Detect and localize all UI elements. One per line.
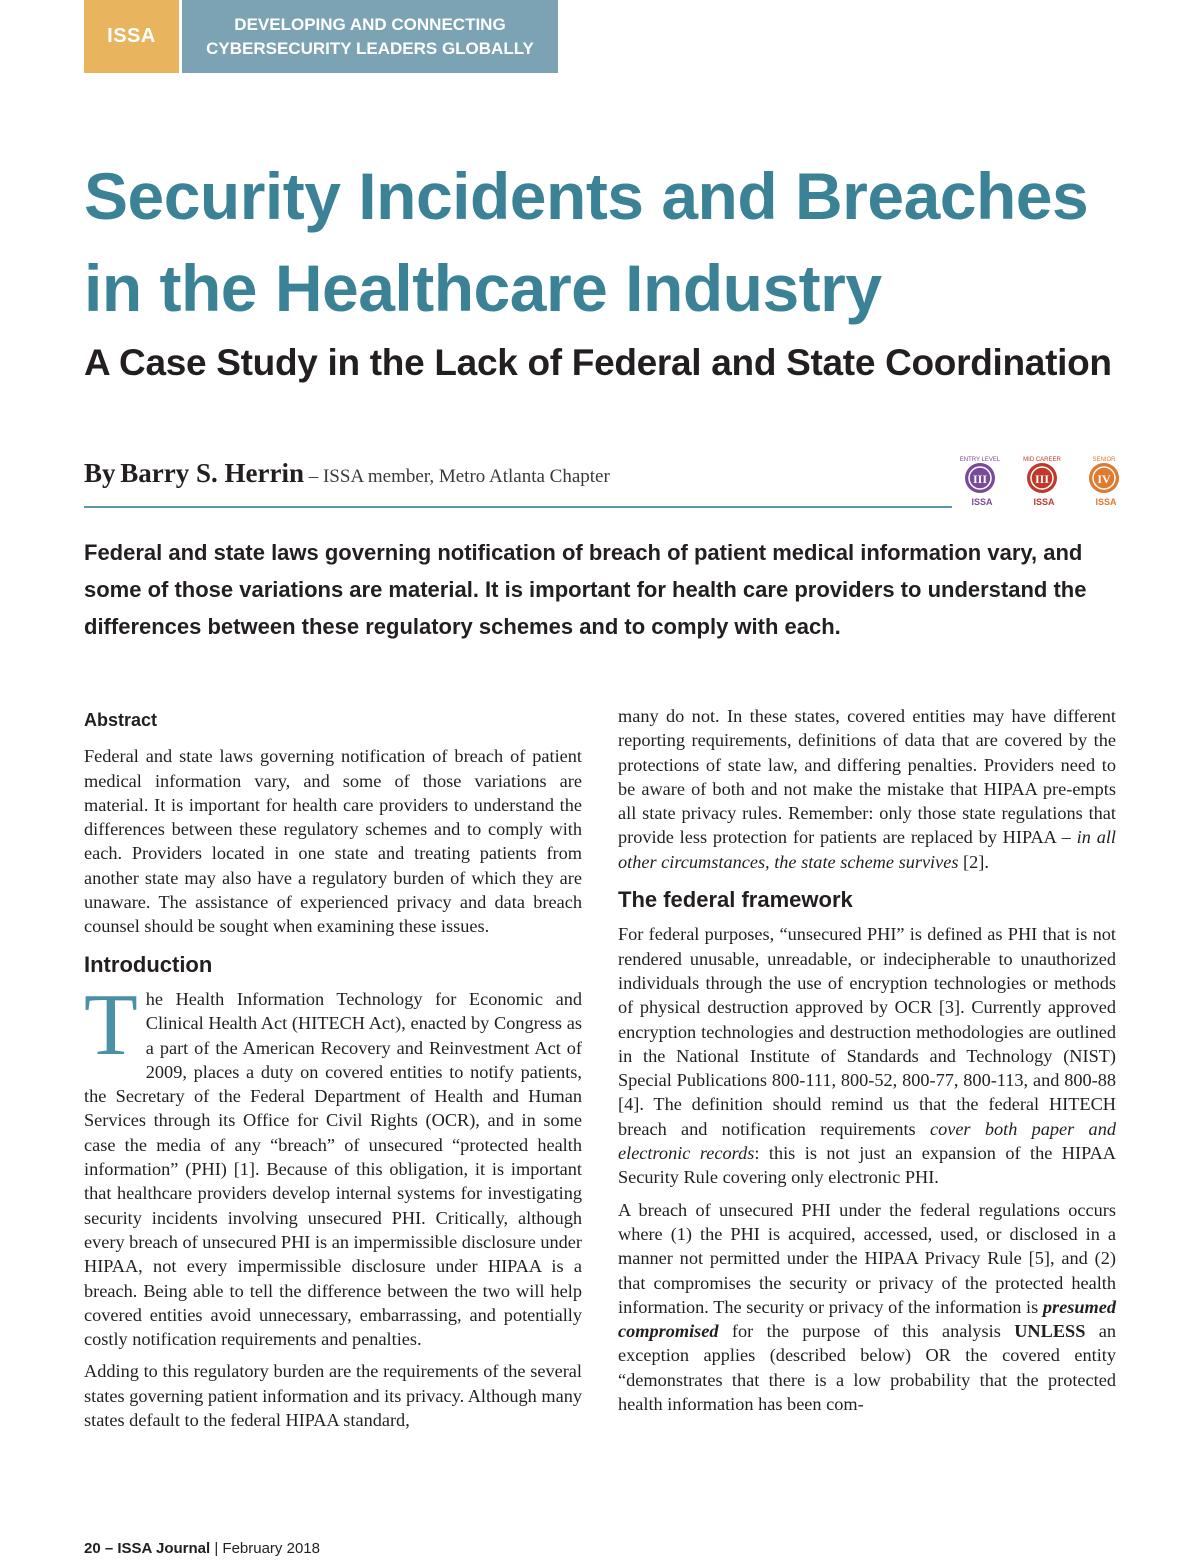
issa-label-text: ISSA <box>107 25 156 47</box>
entry-level-badge-icon <box>952 454 1008 510</box>
career-level-badges <box>952 454 1132 510</box>
author-affiliation: – ISSA member, Metro Atlanta Chapter <box>303 466 610 487</box>
entry-level-arc-text: ENTRY LEVEL <box>959 457 1001 463</box>
article-title <box>84 150 1144 334</box>
title-line-2: in the Healthcare Industry <box>84 251 882 325</box>
footer-page-ref: 20 – ISSA Journal <box>84 1540 211 1557</box>
footer-date: February 2018 <box>222 1540 320 1557</box>
entry-level-numeral: III <box>972 472 988 486</box>
senior-arc-text: SENIOR <box>1092 457 1116 463</box>
senior-badge-icon <box>1076 454 1132 510</box>
mid-career-numeral: III <box>1034 472 1050 486</box>
breach-definition-paragraph <box>618 1198 1116 1417</box>
right-column <box>618 704 1116 1424</box>
byline-prefix: By <box>84 458 116 488</box>
senior-numeral: IV <box>1097 472 1111 486</box>
dropcap: T <box>84 976 138 1074</box>
unless-emphasis: UNLESS <box>1014 1321 1086 1342</box>
unsecured-phi-tail: : this is not just an expansion of the HIPAA Security Rule covering only electronic PHI. <box>618 1143 1116 1188</box>
tagline-line-2: CYBERSECURITY LEADERS GLOBALLY <box>206 38 534 58</box>
senior-brand: ISSA <box>1095 497 1117 507</box>
state-scheme-citation: [2]. <box>958 851 989 872</box>
abstract-paragraph: Federal and state laws governing notification of breach of patient medical information vary, and some of those variations are material. It is important for health care providers to understand the differences between these regulatory schemes and to comply with each. Providers located in one state and treating patients from another state may also have a regulatory burden of which they are unaware. The assistance of experienced privacy and data breach counsel should be sought when examining these issues. <box>84 746 582 937</box>
byline-divider <box>84 506 952 508</box>
unsecured-phi-text: For federal purposes, “unsecured PHI” is defined as PHI that is not rendered unusable, unreadable, or indecipherable to unauthorized individuals through the use of encryption technologies or methods of physical destruction approved by OCR [3]. Currently approved encryption technologies and destruction methodologies are outlined in the National Institute of Standards and Technology (NIST) Special Publications 800-111, 800-52, 800-77, 800-113, and 800-88 [4]. The definition should remind us that the federal HITECH breach and notification requirements <box>618 924 1116 1139</box>
breach-definition-tail: an exception applies (described below) OR the covered entity “demonstrates that there is a low probability that the protected health information has been com- <box>618 1321 1117 1415</box>
introduction-heading: Introduction <box>84 951 213 977</box>
mid-career-badge-icon <box>1014 454 1070 510</box>
breach-definition-text: A breach of unsecured PHI under the federal regulations occurs where (1) the PHI is acquired, accessed, used, or disclosed in a manner not permitted under the HIPAA Privacy Rule [5], and (2) that compromises the security or privacy of the protected health information. The security or privacy of the information is <box>618 1199 1116 1317</box>
byline <box>84 458 610 489</box>
page-footer <box>84 1540 320 1557</box>
unsecured-phi-paragraph <box>618 922 1116 1189</box>
header-issa-label <box>84 0 179 73</box>
breach-definition-mid: for the purpose of this analysis <box>718 1321 1015 1342</box>
mid-career-arc-text: MID CAREER <box>1023 457 1061 463</box>
footer-separator: | <box>210 1540 223 1557</box>
presumed-compromised: presumed compromised <box>618 1296 1116 1342</box>
left-column <box>84 704 582 1440</box>
title-line-1: Security Incidents and Breaches <box>84 159 1089 233</box>
author-name: Barry S. Herrin <box>120 458 304 488</box>
intro-paragraph-1-text: he Health Information Technology for Economic and Clinical Health Act (HITECH Act), enacted by Congress as a part of the American Recovery and Reinvestment Act of 2009, places a duty on covered entities to notify patients, the Secretary of the Federal Department of Health and Human Services through its Office for Civil Rights (OCR), and in some case the media of any “breach” of unsecured “protected health information” (PHI) [1]. Because of this obligation, it is important that healthcare providers develop internal systems for investigating security incidents involving unsecured PHI. Critically, although every breach of unsecured PHI is an impermissible disclosure under HIPAA, not every impermissible disclosure under HIPAA is a breach. Being able to tell the difference between the two will help covered entities avoid unnecessary, embarrassing, and potentially costly notification requirements and penalties. <box>84 988 583 1350</box>
state-scheme-paragraph <box>618 704 1116 874</box>
tagline-line-1: DEVELOPING AND CONNECTING <box>234 14 506 34</box>
article-subtitle: A Case Study in the Lack of Federal and State Coordination <box>84 342 1112 383</box>
mid-career-brand: ISSA <box>1033 497 1055 507</box>
state-scheme-italic: in all other circumstances, the state scheme survives <box>618 827 1117 872</box>
article-lede: Federal and state laws governing notification of breach of patient medical information vary, and some of those variations are material. It is important for health care providers to understand the differences between these regulatory schemes and to comply with each. <box>84 540 1087 639</box>
abstract-heading: Abstract <box>84 710 158 730</box>
intro-paragraph-1 <box>84 976 583 1351</box>
header-tagline <box>182 0 558 73</box>
unsecured-phi-italic: cover both paper and electronic records <box>618 1118 1116 1164</box>
state-scheme-text: many do not. In these states, covered entities may have different reporting requirements, definitions of data that are covered by the protections of state law, and differing penalties. Providers need to be aware of both and not make the mistake that HIPAA pre-empts all state privacy rules. Remember: only those state regulations that provide less protection for patients are replaced by HIPAA – <box>618 706 1116 848</box>
entry-level-brand: ISSA <box>971 497 993 507</box>
intro-paragraph-2: Adding to this regulatory burden are the requirements of the several states governing patient information and its privacy. Although many states default to the federal HIPAA standard, <box>84 1361 582 1431</box>
federal-framework-heading: The federal framework <box>618 887 853 913</box>
